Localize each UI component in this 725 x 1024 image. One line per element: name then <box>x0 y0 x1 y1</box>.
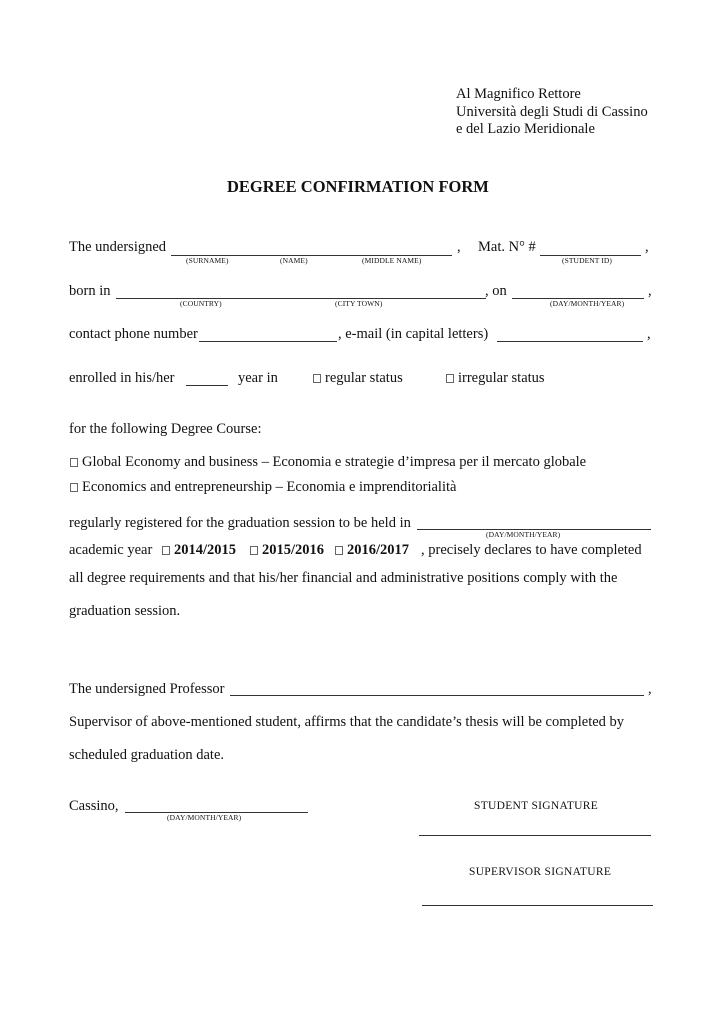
supervisor-statement: Supervisor of above-mentioned student, affirms that the candidate’s thesis will be completed by <box>69 714 625 730</box>
city-caption: (CITY TOWN) <box>335 299 383 308</box>
course-option-global-economy[interactable]: Global Economy and business – Economia e strategie d’impresa per il mercato globale <box>70 454 586 471</box>
academic-year-label: academic year <box>69 542 153 558</box>
professor-label: The undersigned Professor <box>69 681 225 697</box>
name-caption: (NAME) <box>280 256 308 265</box>
professor-name-field[interactable] <box>230 695 644 696</box>
birthplace-field[interactable] <box>116 298 486 299</box>
supervisor-signature-field[interactable] <box>422 905 653 906</box>
checkbox[interactable] <box>335 546 343 555</box>
irregular-status-option[interactable]: irregular status <box>446 370 545 387</box>
supervisor-signature-label: SUPERVISOR SIGNATURE <box>469 866 612 878</box>
surname-caption: (SURNAME) <box>186 256 229 265</box>
checkbox[interactable] <box>446 374 454 383</box>
phone-field[interactable] <box>199 341 337 342</box>
graduation-date-caption: (DAY/MONTH/YEAR) <box>486 530 561 539</box>
year-field[interactable] <box>186 385 228 386</box>
student-signature-label: STUDENT SIGNATURE <box>474 800 599 812</box>
supervisor-statement-end: scheduled graduation date. <box>69 747 225 763</box>
checkbox[interactable] <box>70 458 78 467</box>
form-title: DEGREE CONFIRMATION FORM <box>227 177 489 196</box>
email-label: , e-mail (in capital letters) <box>338 326 489 342</box>
on-label: , on <box>485 283 507 299</box>
academic-year-option-2016[interactable]: 2016/2017 <box>335 542 409 559</box>
checkbox[interactable] <box>70 483 78 492</box>
student-id-caption: (STUDENT ID) <box>562 256 613 265</box>
mat-label: Mat. N° # <box>478 239 536 255</box>
comma: , <box>457 239 461 255</box>
checkbox[interactable] <box>250 546 258 555</box>
comma: , <box>648 283 652 299</box>
undersigned-label: The undersigned <box>69 239 167 255</box>
country-caption: (COUNTRY) <box>180 299 222 308</box>
checkbox[interactable] <box>313 374 321 383</box>
comma: , <box>645 239 649 255</box>
comma: , <box>648 681 652 697</box>
academic-year-tail: , precisely declares to have completed <box>421 542 642 558</box>
addressee-line-2: Università degli Studi di Cassino <box>456 104 648 120</box>
birth-date-caption: (DAY/MONTH/YEAR) <box>550 299 625 308</box>
degree-intro: for the following Degree Course: <box>69 421 262 437</box>
registered-text: regularly registered for the graduation session to be held in <box>69 515 411 531</box>
checkbox[interactable] <box>162 546 170 555</box>
enrolled-label: enrolled in his/her <box>69 370 175 386</box>
addressee-line-3: e del Lazio Meridionale <box>456 121 595 137</box>
email-field[interactable] <box>497 341 643 342</box>
academic-year-option-2014[interactable]: 2014/2015 <box>162 542 236 559</box>
student-signature-field[interactable] <box>419 835 651 836</box>
middle-name-caption: (MIDDLE NAME) <box>362 256 422 265</box>
regular-status-option[interactable]: regular status <box>313 370 403 387</box>
addressee-line-1: Al Magnifico Rettore <box>456 86 581 102</box>
year-in-label: year in <box>238 370 278 386</box>
academic-year-option-2015[interactable]: 2015/2016 <box>250 542 324 559</box>
born-in-label: born in <box>69 283 111 299</box>
paragraph-line: all degree requirements and that his/her financial and administrative positions comply with the <box>69 570 618 586</box>
comma: , <box>647 326 651 342</box>
place-label: Cassino, <box>69 798 119 814</box>
paragraph-line: graduation session. <box>69 603 181 619</box>
course-option-economics[interactable]: Economics and entrepreneurship – Economia e imprenditorialità <box>70 479 456 496</box>
signing-date-caption: (DAY/MONTH/YEAR) <box>167 813 242 822</box>
phone-label: contact phone number <box>69 326 198 342</box>
